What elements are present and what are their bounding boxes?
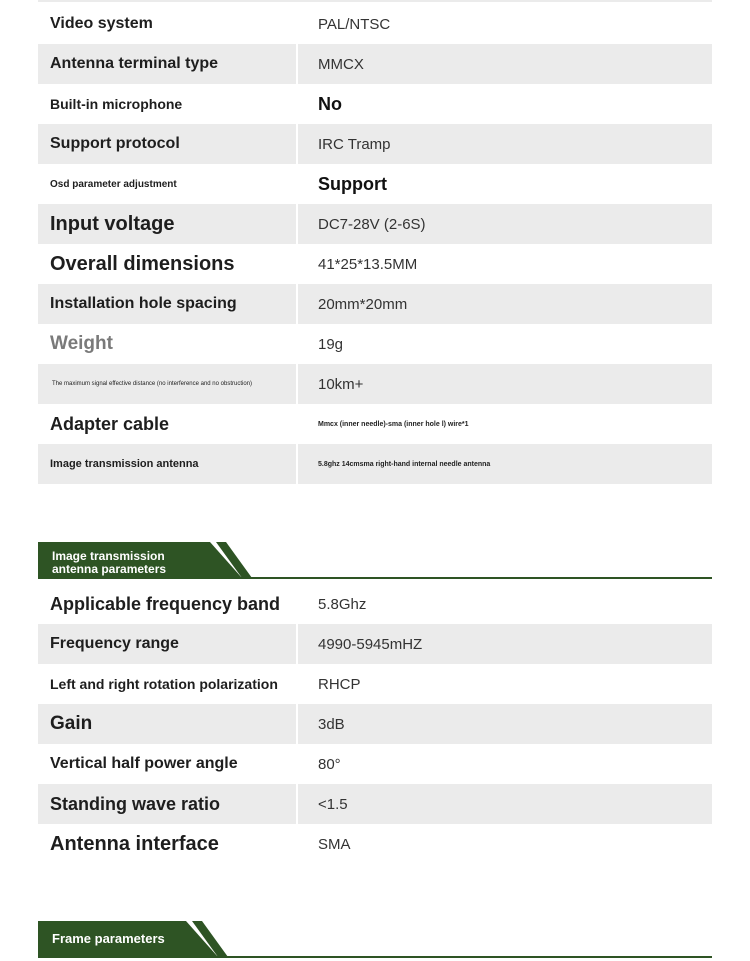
antenna-label: Antenna interface	[50, 832, 219, 855]
top-divider	[38, 0, 712, 2]
spec-value: DC7-28V (2-6S)	[298, 204, 712, 244]
antenna-section-header	[38, 542, 712, 582]
antenna-value: <1.5	[298, 784, 712, 824]
spec-table	[38, 4, 712, 484]
spec-row	[38, 404, 712, 444]
spec-label: Adapter cable	[50, 413, 170, 434]
antenna-table	[38, 584, 712, 864]
antenna-row	[38, 784, 712, 824]
antenna-row	[38, 824, 712, 864]
antenna-row	[38, 664, 712, 704]
spec-row	[38, 204, 712, 244]
spec-value: 19g	[318, 335, 344, 353]
section-title-line: Image transmission	[52, 549, 165, 563]
antenna-row	[38, 624, 712, 664]
spec-label: The maximum signal effective distance (no interference and no obstruction)	[38, 364, 296, 404]
spec-row	[38, 4, 712, 44]
antenna-value: 3dB	[298, 704, 712, 744]
spec-label: Osd parameter adjustment	[50, 178, 177, 190]
antenna-label: Left and right rotation polarization	[50, 676, 278, 692]
antenna-label: Gain	[38, 704, 296, 744]
spec-row	[38, 84, 712, 124]
antenna-label: Standing wave ratio	[38, 784, 296, 824]
spec-label: Installation hole spacing	[38, 284, 296, 324]
antenna-label: Applicable frequency band	[50, 593, 281, 614]
spec-value: 10km+	[298, 364, 712, 404]
spec-label: Overall dimensions	[50, 252, 235, 275]
antenna-value: RHCP	[318, 675, 361, 693]
antenna-row	[38, 584, 712, 624]
antenna-label: Vertical half power angle	[50, 755, 238, 772]
spec-value: 20mm*20mm	[298, 284, 712, 324]
spec-row	[38, 164, 712, 204]
spec-row	[38, 284, 712, 324]
spec-row	[38, 44, 712, 84]
spec-value: 5.8ghz 14cmsma right-hand internal needle antenna	[298, 444, 712, 484]
spec-label: Support protocol	[38, 124, 296, 164]
spec-row	[38, 324, 712, 364]
section-title: Frame parameters	[52, 931, 165, 946]
spec-value: Support	[318, 173, 387, 194]
section-title	[52, 550, 166, 576]
spec-value: 41*25*13.5MM	[318, 255, 418, 273]
spec-label: Weight	[50, 333, 113, 354]
antenna-value: SMA	[318, 835, 351, 853]
spec-label: Video system	[50, 15, 153, 32]
antenna-row	[38, 744, 712, 784]
section-title-line: antenna parameters	[52, 562, 167, 576]
spec-value: IRC Tramp	[298, 124, 712, 164]
frame-section-header	[38, 921, 712, 961]
antenna-value: 4990-5945mHZ	[298, 624, 712, 664]
spec-value: No	[318, 93, 342, 114]
spec-row	[38, 364, 712, 404]
antenna-value: 80°	[318, 755, 341, 773]
spec-value: Mmcx (inner needle)-sma (inner hole l) wire*1	[318, 420, 469, 428]
spec-row	[38, 124, 712, 164]
antenna-value: 5.8Ghz	[318, 595, 367, 613]
spec-label: Built-in microphone	[50, 96, 183, 112]
spec-row	[38, 444, 712, 484]
spec-value: MMCX	[298, 44, 712, 84]
spec-label: Image transmission antenna	[38, 444, 296, 484]
antenna-row	[38, 704, 712, 744]
spec-label: Input voltage	[38, 204, 296, 244]
spec-value: PAL/NTSC	[318, 15, 391, 33]
spec-label: Antenna terminal type	[38, 44, 296, 84]
spec-row	[38, 244, 712, 284]
antenna-label: Frequency range	[38, 624, 296, 664]
